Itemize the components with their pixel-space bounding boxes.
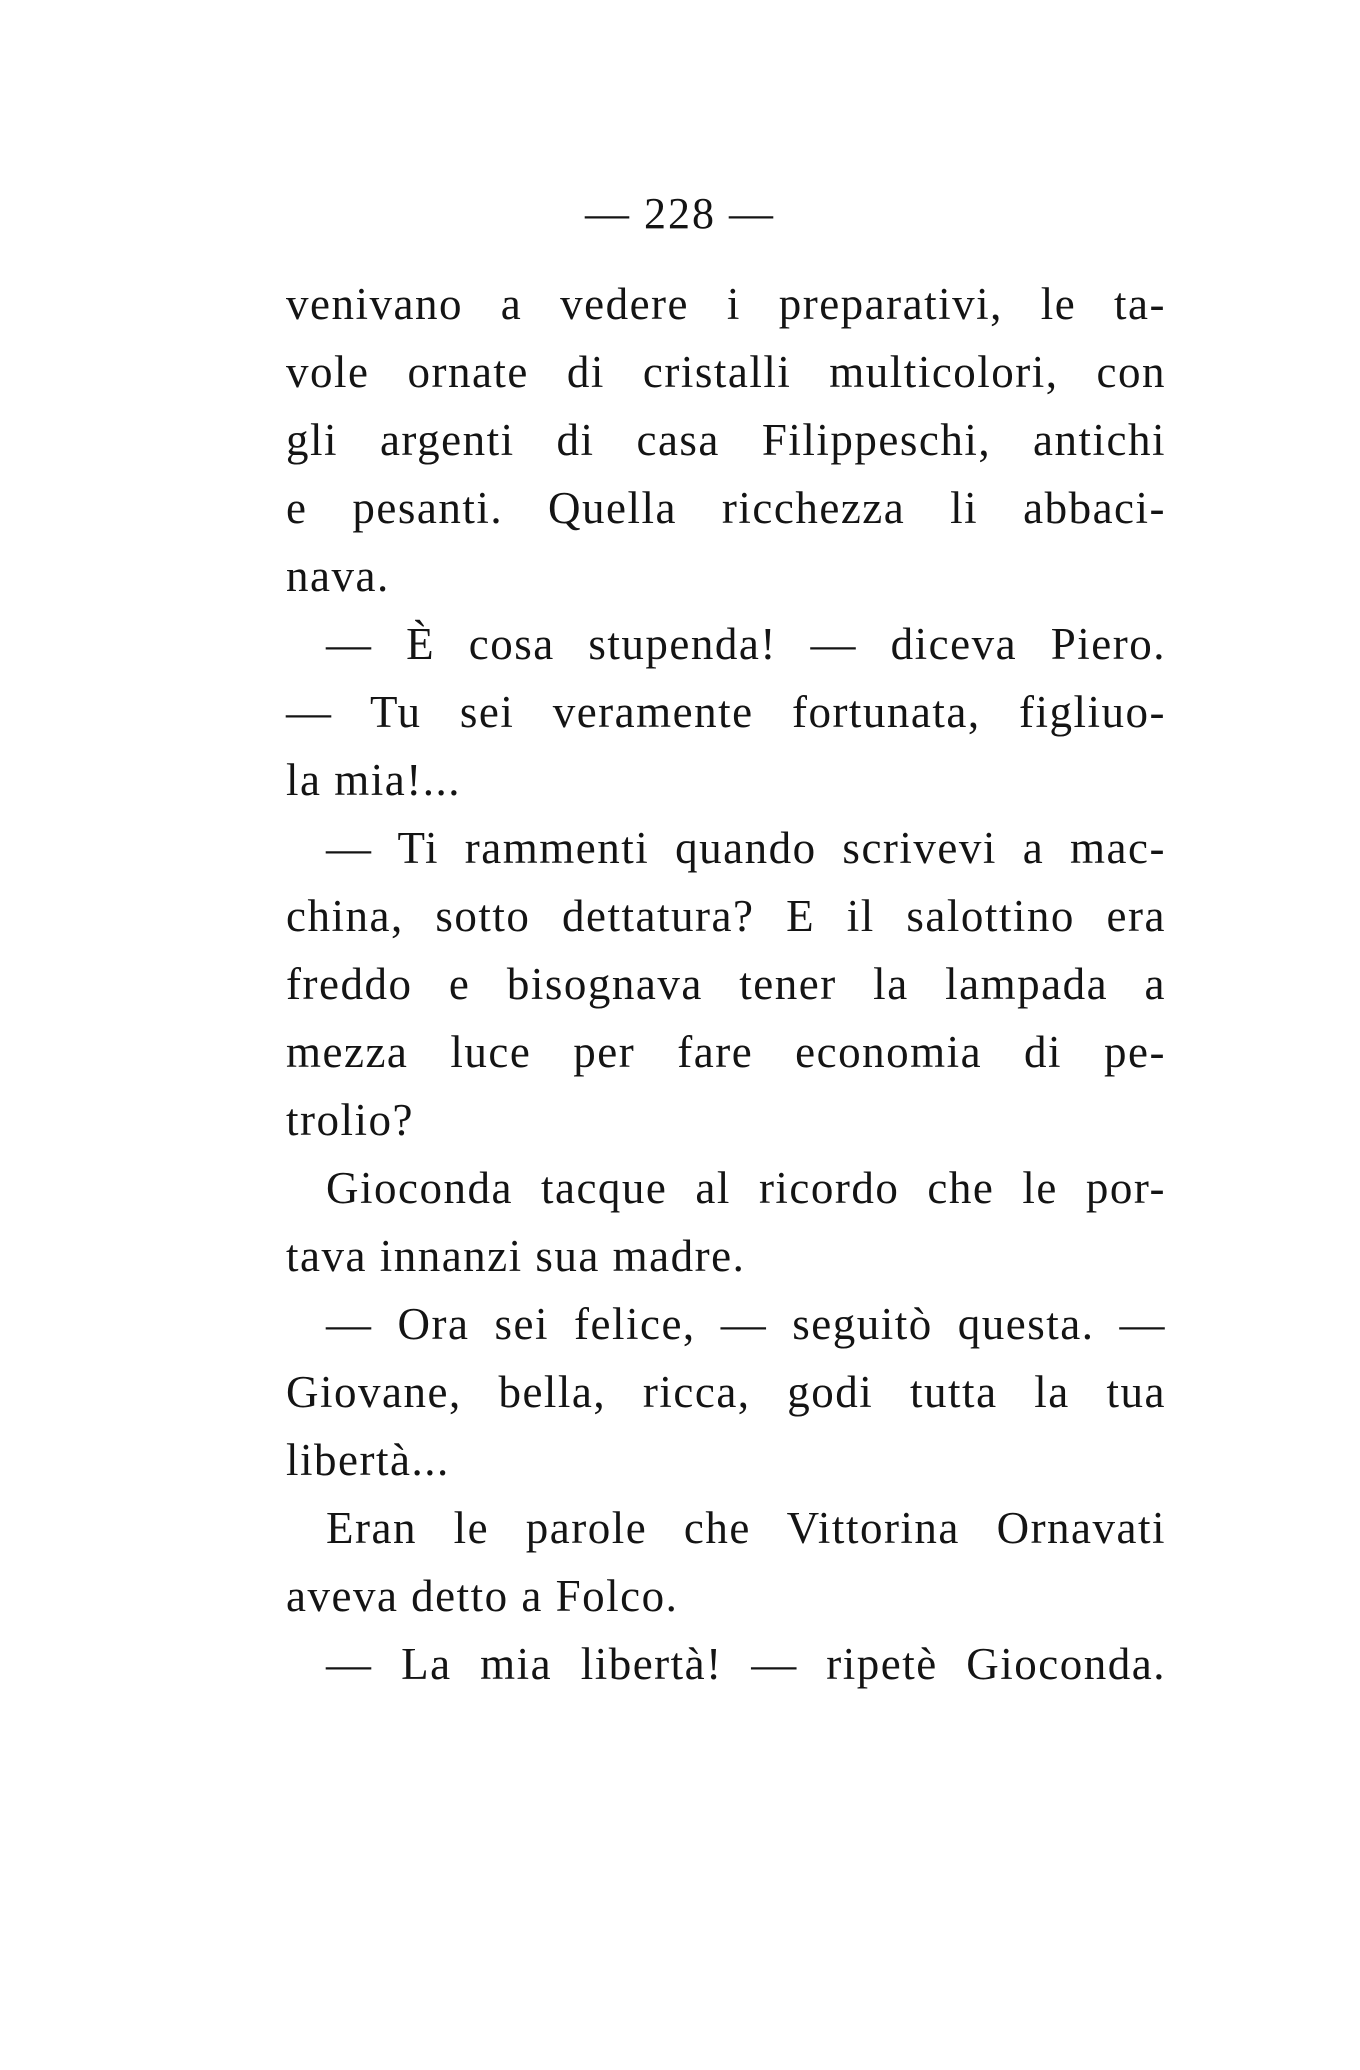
text-line: — Ti rammenti quando scrivevi a mac-: [326, 823, 1166, 873]
text-line: trolio?: [286, 1095, 414, 1145]
text-line: tava innanzi sua madre.: [286, 1231, 746, 1281]
page-number: — 228 —: [585, 189, 775, 238]
text-line: la mia!...: [286, 755, 461, 805]
text-line: — Ora sei felice, — seguitò questa. —: [326, 1299, 1166, 1349]
text-line: libertà...: [286, 1435, 450, 1485]
text-line: — La mia libertà! — ripetè Gioconda.: [326, 1639, 1166, 1689]
text-line: nava.: [286, 551, 390, 601]
text-line: gli argenti di casa Filippeschi, antichi: [286, 415, 1166, 465]
text-line: Eran le parole che Vittorina Ornavati: [326, 1503, 1166, 1553]
body-text: [286, 270, 1166, 1698]
text-line: Giovane, bella, ricca, godi tutta la tua: [286, 1367, 1166, 1417]
text-line: venivano a vedere i preparativi, le ta-: [286, 279, 1166, 329]
text-line: mezza luce per fare economia di pe-: [286, 1027, 1166, 1077]
text-line: Gioconda tacque al ricordo che le por-: [326, 1163, 1166, 1213]
text-line: e pesanti. Quella ricchezza li abbaci-: [286, 483, 1166, 533]
text-line: freddo e bisognava tener la lampada a: [286, 959, 1166, 1009]
text-line: — Tu sei veramente fortunata, figliuo-: [286, 687, 1166, 737]
text-line: vole ornate di cristalli multicolori, con: [286, 347, 1166, 397]
text-line: china, sotto dettatura? E il salottino era: [286, 891, 1166, 941]
text-line: — È cosa stupenda! — diceva Piero.: [326, 619, 1166, 669]
text-line: aveva detto a Folco.: [286, 1571, 679, 1621]
